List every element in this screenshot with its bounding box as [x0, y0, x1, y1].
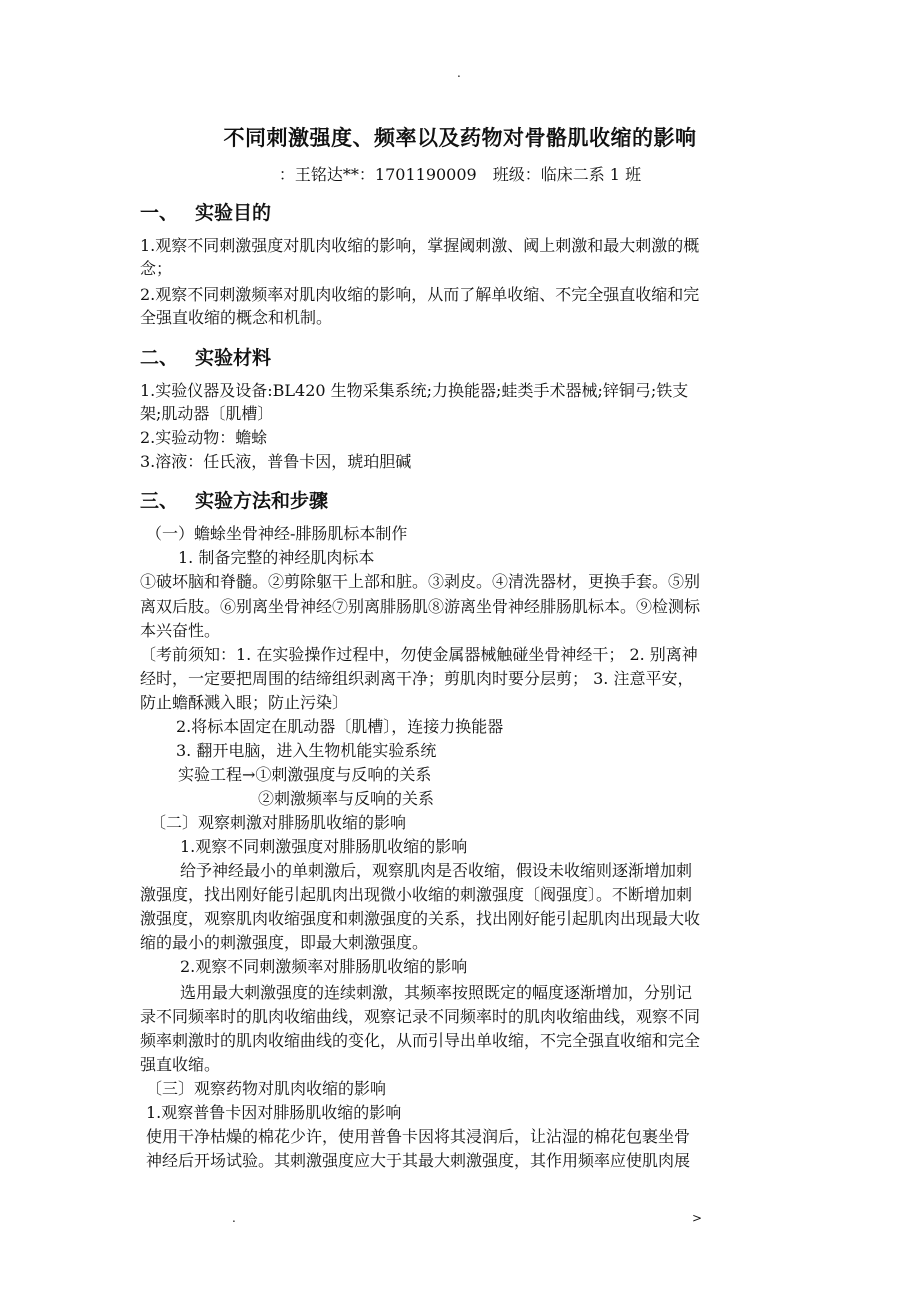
text-line: 〔考前须知：1. 在实验操作过程中，勿使金属器械触碰坐骨神经干； 2. 别离神	[140, 645, 698, 664]
text-line: 3.溶液：任氏液，普鲁卡因，琥珀胆碱	[140, 452, 412, 471]
text-line: 实验工程→①刺激强度与反响的关系	[178, 765, 432, 784]
text-line: 离双后肢。⑥别离坐骨神经⑦别离腓肠肌⑧游离坐骨神经腓肠肌标本。⑨检测标	[140, 597, 701, 616]
subsection-heading: 〔三〕观察药物对肌肉收缩的影响	[146, 1079, 387, 1098]
subsection-heading: （一）蟾蜍坐骨神经-腓肠肌标本制作	[146, 524, 408, 543]
subsection-heading: 〔二〕观察刺激对腓肠肌收缩的影响	[150, 813, 407, 832]
section-number: 二、	[140, 347, 179, 369]
text-line: 1.观察普鲁卡因对腓肠肌收缩的影响	[146, 1103, 402, 1122]
section-heading-purpose	[140, 198, 271, 225]
text-line: 激强度，找出刚好能引起肌肉出现微小收缩的刺激强度〔阀强度〕。不断增加刺	[140, 885, 693, 904]
text-line: 1.观察不同刺激强度对腓肠肌收缩的影响	[180, 837, 468, 856]
section-number: 三、	[140, 490, 179, 512]
header-dot: .	[457, 66, 461, 80]
section-title: 实验目的	[195, 202, 272, 224]
footer-right-mark: >	[692, 1211, 703, 1225]
section-heading-materials	[140, 343, 271, 370]
section-number: 一、	[140, 202, 179, 224]
text-line: 1.观察不同刺激强度对肌肉收缩的影响，掌握阈刺激、阈上刺激和最大刺激的概	[140, 236, 700, 255]
text-line: 使用干净枯燥的棉花少许，使用普鲁卡因将其浸润后，让沾湿的棉花包裹坐骨	[146, 1127, 691, 1146]
text-line: 给予神经最小的单刺激后，观察肌肉是否收缩，假设未收缩则逐渐增加刺	[180, 861, 693, 880]
text-line: 2.观察不同刺激频率对肌肉收缩的影响，从而了解单收缩、不完全强直收缩和完	[140, 285, 700, 304]
text-line: 神经后开场试验。其刺激强度应大于其最大刺激强度，其作用频率应使肌肉展	[146, 1151, 691, 1170]
section-title: 实验材料	[195, 347, 272, 369]
text-line: 架;肌动器〔肌槽〕	[140, 404, 274, 423]
text-line: 本兴奋性。	[140, 621, 221, 640]
text-line: 2.将标本固定在肌动器〔肌槽〕，连接力换能器	[176, 717, 504, 736]
section-title: 实验方法和步骤	[195, 490, 329, 512]
text-line: ①破坏脑和脊髓。②剪除躯干上部和脏。③剥皮。④清洗器材，更换手套。⑤别	[140, 572, 701, 591]
text-line: 经时，一定要把周围的结缔组织剥离干净；剪肌肉时要分层剪； 3. 注意平安，	[140, 669, 694, 688]
author-line: ：王铭达**：1701190009 班级：临床二系 1 班	[278, 165, 642, 184]
text-line: 2.实验动物：蟾蜍	[140, 428, 268, 447]
document-title: 不同刺激强度、频率以及药物对骨骼肌收缩的影响	[223, 125, 697, 150]
text-line: 念；	[140, 259, 173, 278]
text-line: 频率刺激时的肌肉收缩曲线的变化，从而引导出单收缩，不完全强直收缩和完全	[140, 1031, 701, 1050]
text-line: ②刺激频率与反响的关系	[258, 789, 435, 808]
text-line: 防止蟾酥溅入眼；防止污染〕	[140, 693, 349, 712]
text-line: 选用最大刺激强度的连续刺激，其频率按照既定的幅度逐渐增加，分别记	[180, 983, 693, 1002]
text-line: 缩的最小的刺激强度，即最大刺激强度。	[140, 933, 429, 952]
text-line: 激强度，观察肌肉收缩强度和刺激强度的关系，找出刚好能引起肌肉出现最大收	[140, 909, 701, 928]
text-line: 强直收缩。	[140, 1055, 221, 1074]
text-line: 全强直收缩的概念和机制。	[140, 308, 333, 327]
text-line: 3. 翻开电脑，进入生物机能实验系统	[176, 741, 437, 760]
text-line: 录不同频率时的肌肉收缩曲线，观察记录不同频率时的肌肉收缩曲线，观察不同	[140, 1007, 701, 1026]
footer-left-mark: .	[232, 1211, 236, 1225]
section-heading-methods	[140, 486, 328, 513]
text-line: 1. 制备完整的神经肌肉标本	[178, 548, 375, 567]
text-line: 1.实验仪器及设备:BL420 生物采集系统;力换能器;蛙类手术器械;锌铜弓;铁支	[140, 381, 689, 400]
text-line: 2.观察不同刺激频率对腓肠肌收缩的影响	[180, 957, 468, 976]
